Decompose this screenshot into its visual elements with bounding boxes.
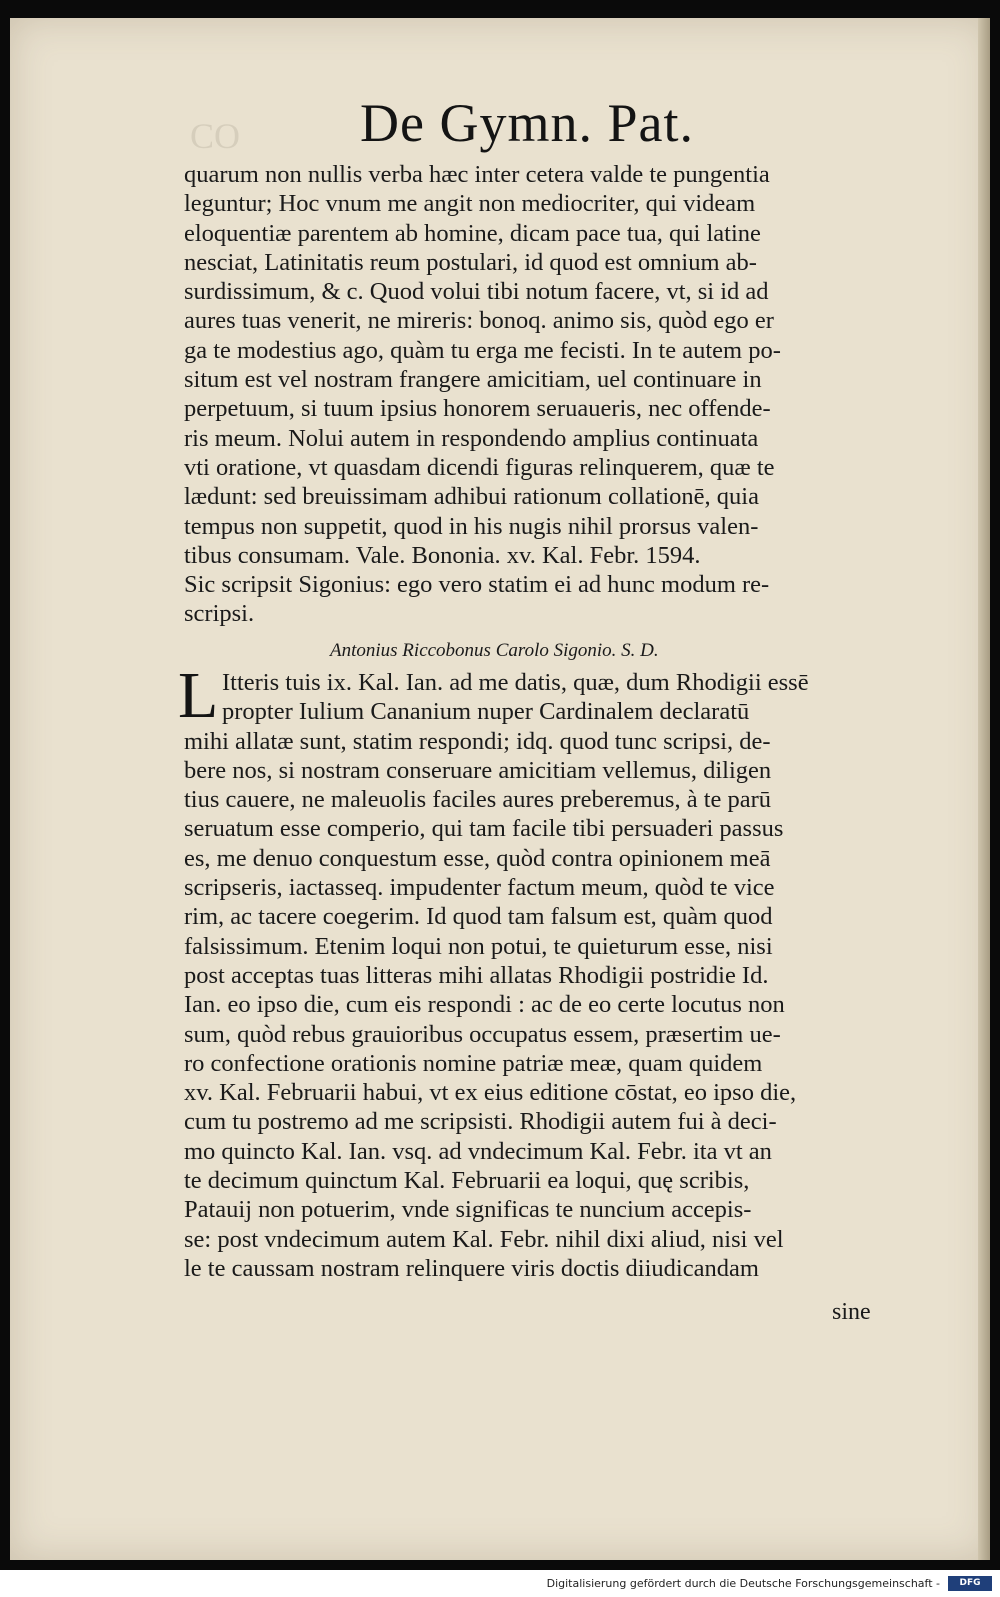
footer-bar: [0, 1570, 1000, 1597]
bleed-through-text: CO: [190, 116, 241, 156]
text-line: xv. Kal. Februarii habui, vt ex eius editione cōstat, eo ipso die,: [184, 1079, 797, 1107]
text-line: ga te modestius ago, quàm tu erga me fecisti. In te autem po-: [184, 336, 781, 364]
text-line: aures tuas venerit, ne mireris: bonoq. animo sis, quòd ego er: [184, 307, 774, 335]
text-line: seruatum esse comperio, qui tam facile tibi persuaderi passus: [184, 815, 784, 843]
text-line: quarum non nullis verba hæc inter cetera valde te pungentia: [184, 161, 770, 188]
text-line: eloquentiæ parentem ab homine, dicam pace tua, qui latine: [184, 219, 761, 247]
text-line: mihi allatæ sunt, statim respondi; idq. quod tunc scripsi, de-: [184, 727, 771, 755]
drop-capital: L: [178, 659, 219, 732]
text-line: bere nos, si nostram conseruare amicitiam vellemus, diligen: [184, 756, 772, 784]
catchword: sine: [832, 1299, 871, 1325]
dfg-logo-icon: DFG: [948, 1576, 992, 1591]
text-line: scripseris, iactasseq. impudenter factum meum, quòd te vice: [184, 874, 775, 902]
text-line: tempus non suppetit, quod in his nugis nihil prorsus valen-: [184, 512, 759, 540]
letter-body: [184, 668, 944, 1283]
text-line: te decimum quinctum Kal. Februarii ea loqui, quę scribis,: [184, 1167, 750, 1195]
text-line: se: post vndecimum autem Kal. Febr. nihil dixi aliud, nisi vel: [184, 1225, 784, 1253]
text-line: rim, ac tacere coegerim. Id quod tam falsum est, quàm quod: [184, 903, 773, 931]
text-line: Ian. eo ipso die, cum eis respondi : ac de eo certe locutus non: [184, 991, 785, 1019]
text-line: falsissimum. Etenim loqui non potui, te quieturum esse, nisi: [184, 932, 773, 960]
text-line: propter Iulium Cananium nuper Cardinalem declaratū: [222, 698, 750, 726]
text-line: Sic scripsit Sigonius: ego vero statim ei ad hunc modum re-: [184, 571, 770, 599]
text-line: nesciat, Latinitatis reum postulari, id quod est omnium ab-: [184, 248, 757, 276]
text-line: surdissimum, & c. Quod volui tibi notum facere, vt, si id ad: [184, 278, 769, 306]
page-edge: [978, 18, 990, 1560]
text-block-1: [184, 160, 944, 629]
text-line: post acceptas tuas litteras mihi allatas Rhodigii postridie Id.: [184, 961, 769, 989]
text-line: lædunt: sed breuissimam adhibui rationum collationē, quia: [184, 483, 759, 511]
text-line: le te caussam nostram relinquere viris doctis diiudicandam: [184, 1254, 759, 1282]
text-line: mo quincto Kal. Ian. vsq. ad vndecimum Kal. Febr. ita vt an: [184, 1137, 772, 1165]
text-line: tius cauere, ne maleuolis faciles aures preberemus, à te parū: [184, 786, 772, 814]
text-line: scripsi.: [184, 600, 255, 628]
text-line: ris meum. Nolui autem in respondendo amplius continuata: [184, 424, 759, 452]
text-line: es, me denuo conquestum esse, quòd contra opinionem meā: [184, 844, 771, 872]
text-line: sum, quòd rebus grauioribus occupatus essem, præsertim ue-: [184, 1020, 781, 1048]
text-line: ro confectione orationis nomine patriæ meæ, quam quidem: [184, 1049, 763, 1077]
text-line: Itteris tuis ix. Kal. Ian. ad me datis, quæ, dum Rhodigii essē: [222, 669, 809, 696]
text-line: tibus consumam. Vale. Bononia. xv. Kal. Febr. 1594.: [184, 541, 701, 569]
text-line: perpetuum, si tuum ipsius honorem seruaueris, nec offende-: [184, 395, 771, 423]
letter-salutation: Antonius Riccobonus Carolo Sigonio. S. D.: [330, 640, 659, 661]
footer-credit: Digitalisierung gefördert durch die Deutsche Forschungsgemeinschaft -: [546, 1577, 940, 1590]
text-line: vti oratione, vt quasdam dicendi figuras relinquerem, quæ te: [184, 453, 775, 481]
text-line: Patauij non potuerim, vnde significas te nuncium accepis-: [184, 1196, 752, 1224]
text-line: leguntur; Hoc vnum me angit non mediocriter, qui videam: [184, 190, 756, 218]
text-line: cum tu postremo ad me scripsisti. Rhodigii autem fui à deci-: [184, 1108, 777, 1136]
text-line: situm est vel nostram frangere amicitiam, uel continuare in: [184, 366, 762, 394]
running-header: De Gymn. Pat.: [360, 93, 694, 153]
